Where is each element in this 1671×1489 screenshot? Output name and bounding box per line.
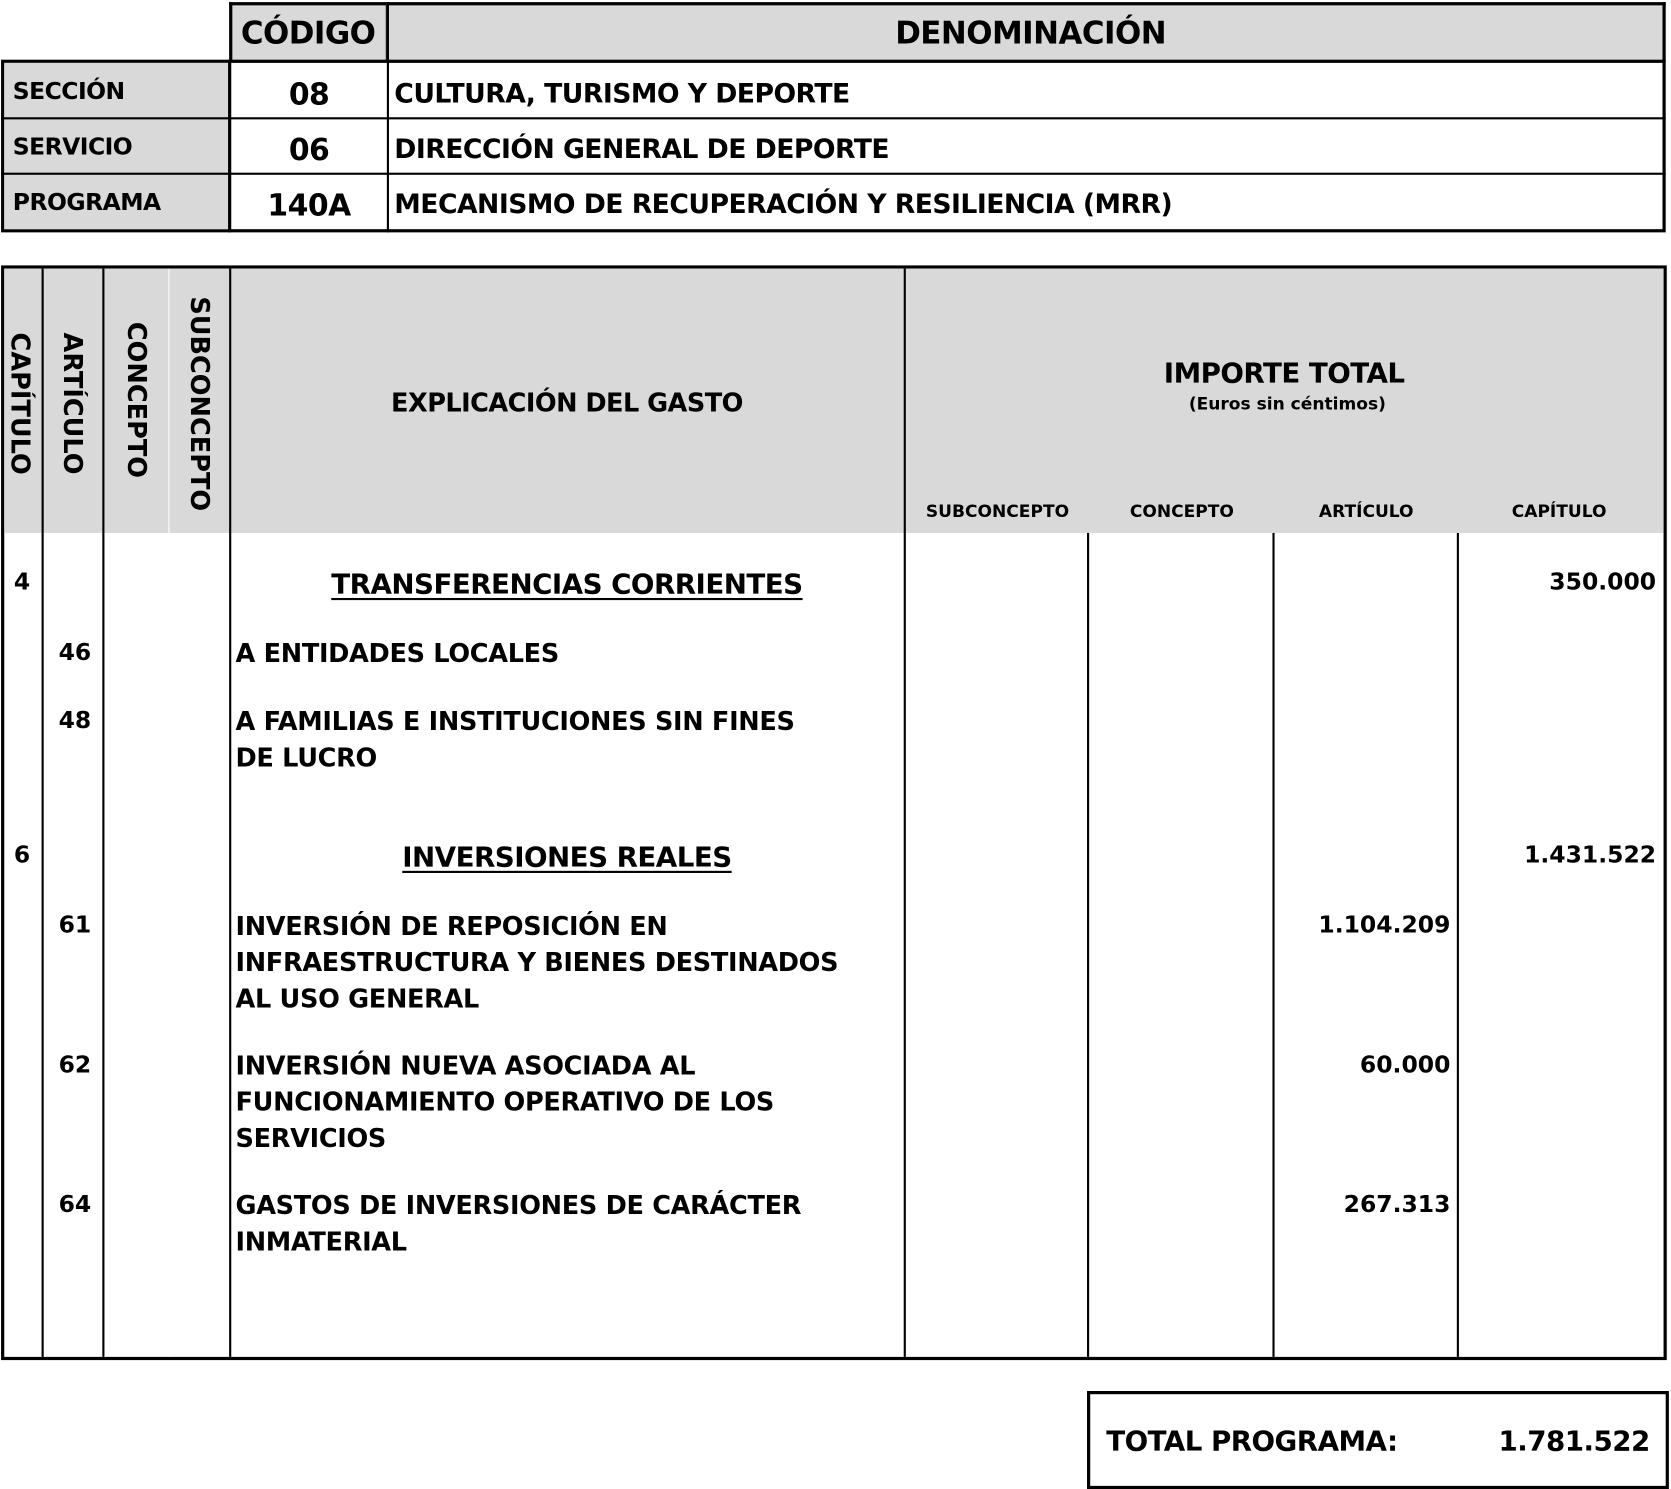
table-row-description: A FAMILIAS E INSTITUCIONES SIN FINES DE LUCRO	[235, 706, 795, 773]
servicio-name: DIRECCIÓN GENERAL DE DEPORTE	[394, 133, 890, 165]
table-row-articulo: 64	[58, 1191, 92, 1219]
table-row-articulo-amount: 267.313	[1343, 1191, 1451, 1219]
total-programa-value: 1.781.522	[1498, 1426, 1650, 1459]
seccion-label: SECCIÓN	[12, 78, 125, 106]
seccion-code: 08	[288, 76, 330, 112]
table-row-capitulo: 6	[13, 842, 31, 869]
importe-note: (Euros sin céntimos)	[1188, 393, 1386, 414]
table-row-articulo-amount: 60.000	[1359, 1052, 1451, 1079]
divider	[42, 269, 44, 1357]
divider	[1087, 533, 1089, 1357]
table-row-description: GASTOS DE INVERSIONES DE CARÁCTER INMATERIAL	[235, 1190, 802, 1257]
divider	[1272, 533, 1274, 1357]
table-row-description: INVERSIONES REALES	[402, 842, 732, 875]
codigo-label: CÓDIGO	[240, 14, 376, 52]
divider	[904, 269, 906, 1357]
table-row-description: INVERSIÓN DE REPOSICIÓN EN INFRAESTRUCTURA Y BIENES DESTINADOS AL USO GENERAL	[235, 911, 839, 1014]
table-row-articulo-amount: 1.104.209	[1318, 912, 1451, 940]
concepto-column-header: CONCEPTO	[121, 321, 152, 479]
table-row-articulo: 46	[58, 639, 92, 667]
denominacion-label: DENOMINACIÓN	[895, 14, 1167, 52]
importe-total-header: IMPORTE TOTAL	[1163, 358, 1405, 391]
articulo-column-header: ARTÍCULO	[57, 332, 88, 475]
divider	[1457, 533, 1459, 1357]
seccion-name: CULTURA, TURISMO Y DEPORTE	[394, 77, 850, 109]
amount-capitulo-header: CAPÍTULO	[1511, 500, 1607, 522]
divider	[102, 269, 104, 1357]
subconcepto-column-header: SUBCONCEPTO	[184, 296, 215, 512]
table-row-description: INVERSIÓN NUEVA ASOCIADA AL FUNCIONAMIENTO OPERATIVO DE LOS SERVICIOS	[235, 1050, 775, 1154]
table-row-capitulo-amount: 1.431.522	[1524, 842, 1657, 869]
total-programa-label: TOTAL PROGRAMA:	[1106, 1426, 1398, 1459]
divider	[1, 117, 1666, 119]
table-row-capitulo-amount: 350.000	[1549, 569, 1657, 596]
amount-articulo-header: ARTÍCULO	[1318, 500, 1414, 522]
servicio-code: 06	[288, 132, 330, 168]
programa-name: MECANISMO DE RECUPERACIÓN Y RESILIENCIA (MRR)	[394, 188, 1173, 220]
divider	[229, 269, 231, 1357]
explicacion-column-header: EXPLICACIÓN DEL GASTO	[391, 387, 743, 418]
servicio-label: SERVICIO	[12, 134, 133, 161]
table-row-articulo: 48	[58, 707, 92, 735]
amount-subconcepto-header: SUBCONCEPTO	[925, 500, 1070, 522]
table-row-description: A ENTIDADES LOCALES	[235, 638, 559, 669]
capitulo-column-header: CAPÍTULO	[5, 332, 36, 475]
divider	[1, 173, 1666, 175]
divider	[168, 269, 169, 1357]
amount-concepto-header: CONCEPTO	[1129, 500, 1234, 522]
table-row-articulo: 62	[58, 1052, 92, 1079]
table-row-description: TRANSFERENCIAS CORRIENTES	[331, 569, 803, 602]
programa-label: PROGRAMA	[12, 189, 161, 217]
table-row-articulo: 61	[58, 912, 92, 940]
table-row-capitulo: 4	[13, 569, 31, 596]
programa-code: 140A	[267, 187, 351, 223]
